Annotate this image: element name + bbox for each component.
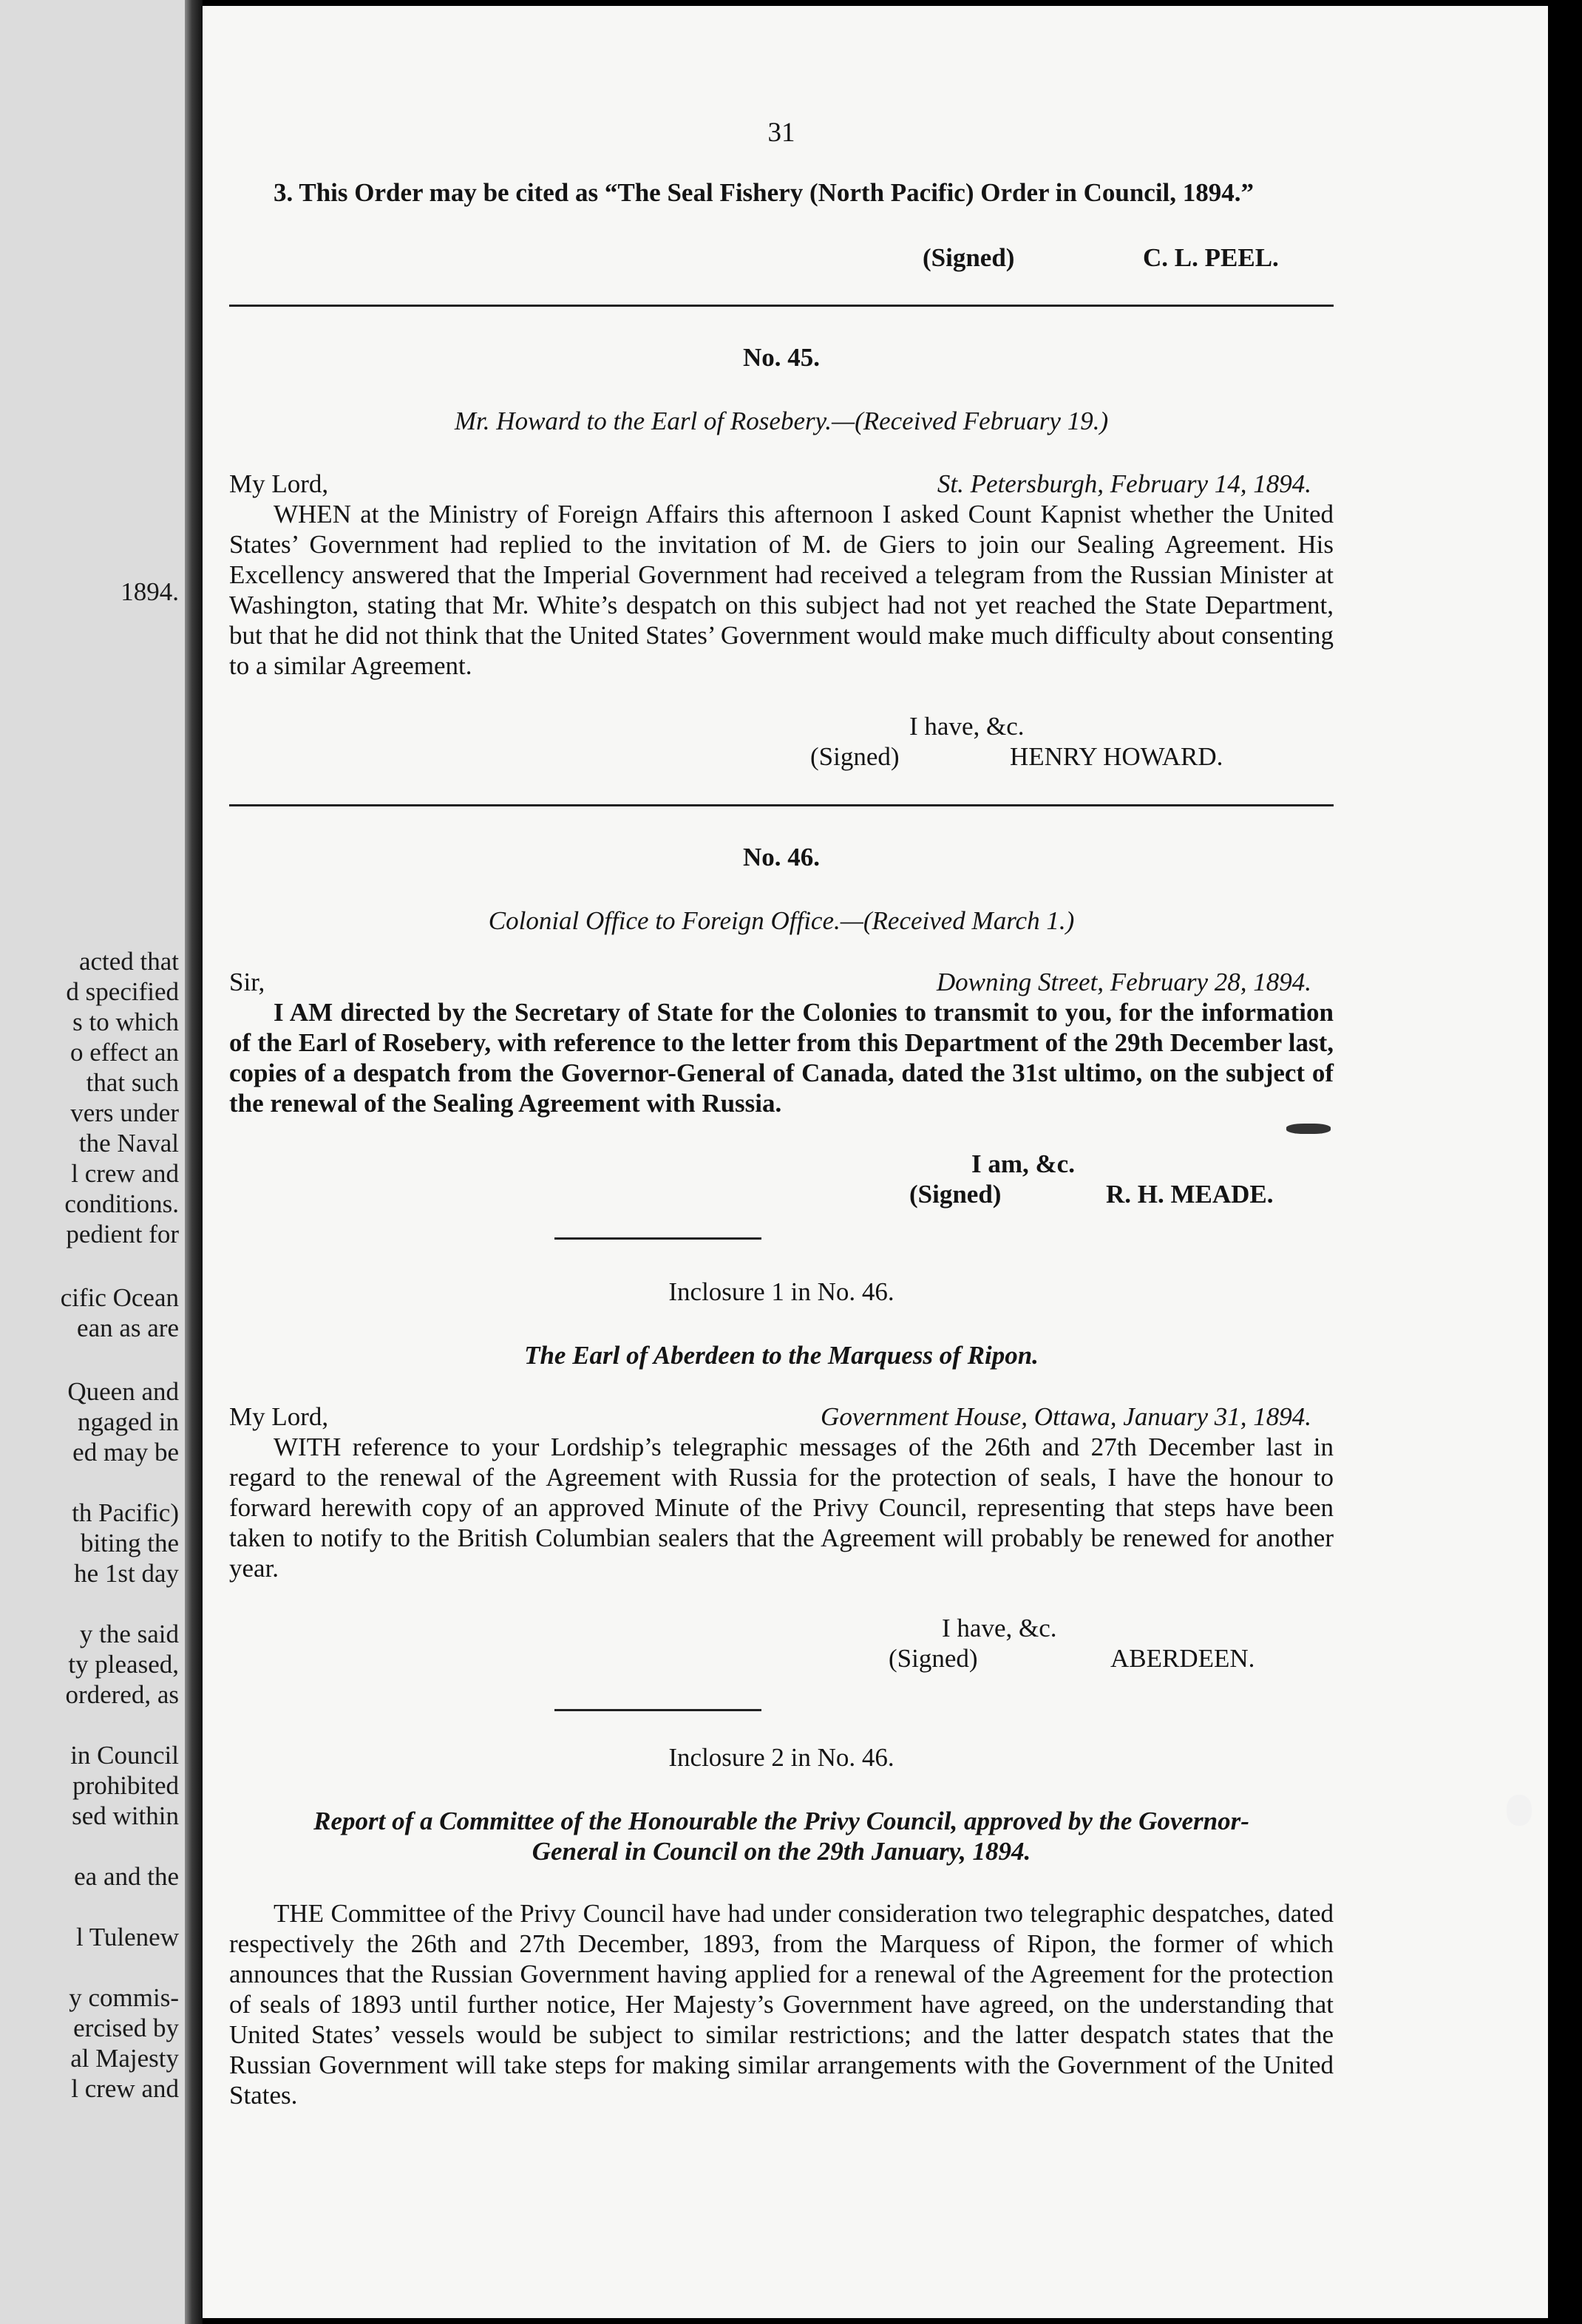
facing-page-line: sed within (72, 1801, 179, 1830)
facing-page-line: conditions. (64, 1189, 179, 1218)
body-text: WHEN at the Ministry of Foreign Affairs this afternoon I asked Count Kapnist whether the United States’ Government had replied to the invitation of M. de Giers to join our Sealing Agreement. His Excellency answered that the Imperial Government had received a telegram from the Russian Minister at Washington, stating that Mr. White’s despatch on this subject had not yet reached the State Department, but that he did not think that the United States’ Government would make much difficulty about consenting to a similar Agreement. (229, 500, 1334, 680)
facing-page-line: ean as are (77, 1314, 179, 1342)
facing-page-line: in Council (70, 1741, 179, 1770)
section-divider (554, 1237, 761, 1240)
inclosure2-subtitle-line1: Report of a Committee of the Honourable the Privy Council, approved by the Governor- (313, 1807, 1249, 1835)
salutation: My Lord, (229, 1402, 329, 1431)
document-heading-no46: No. 46. (742, 843, 821, 872)
facing-page-line: cific Ocean (60, 1283, 179, 1312)
scan-artifact (1286, 1124, 1331, 1134)
body-text: WITH reference to your Lordship’s telegraphic messages of the 26th and 27th December last in regard to the renewal of the Agreement with Russia for the protection of seals, I have the honour to forward herewith copy of an approved Minute of the Privy Council, representing that steps have been taken to notify to the British Columbian sealers that the Agreement will probably be renewed for another year. (229, 1433, 1334, 1583)
place-date: Downing Street, February 28, 1894. (936, 968, 1311, 996)
facing-page-line: that such (86, 1068, 179, 1097)
facing-page-line: ty pleased, (68, 1650, 179, 1679)
report-body-inclosure2 (229, 1898, 1334, 2110)
facing-page-line: 1894. (120, 577, 179, 606)
document-page (203, 6, 1548, 2318)
letter-body-no46 (229, 997, 1334, 1118)
facing-page-line: ea and the (74, 1862, 179, 1891)
facing-page-line: he 1st day (74, 1559, 179, 1588)
signer-name: C. L. PEEL. (1143, 243, 1279, 272)
facing-page-line: the Naval (78, 1129, 179, 1158)
closing-text: I am, &c. (971, 1149, 1075, 1178)
signed-label: (Signed) (923, 243, 1015, 272)
body-text: THE Committee of the Privy Council have had under consideration two telegraphic despatches, dated respectively the 26th and 27th December, 1893, from the Marquess of Ripon, the former of which announces that the Russian Government having applied for a renewal of the Agreement for the protection of seals of 1893 until further notice, Her Majesty’s Government have agreed, on the understanding that United States’ vessels would be subject to similar restrictions; and the latter despatch states that the Russian Government will take steps for making similar arrangements with the Government of the United States. (229, 1899, 1334, 2110)
facing-page-line: y commis- (69, 1983, 179, 2012)
page-number: 31 (767, 118, 795, 148)
inclosure2-subtitle-line2: General in Council on the 29th January, 1894. (532, 1837, 1031, 1866)
facing-page-line: l crew and (71, 1159, 179, 1188)
body-text: I AM directed by the Secretary of State for the Colonies to transmit to you, for the information of the Earl of Rosebery, with reference to the letter from this Department of the 29th December last, copies of a despatch from the Governor-General of Canada, dated the 31st ultimo, on the subject of the renewal of the Sealing Agreement with Russia. (229, 998, 1334, 1118)
facing-page-fragment (0, 0, 185, 2324)
facing-page-line: ngaged in (77, 1407, 179, 1436)
closing-text: I have, &c. (909, 712, 1025, 741)
facing-page-line: pedient for (66, 1220, 179, 1248)
inclosure2-heading: Inclosure 2 in No. 46. (668, 1743, 894, 1772)
place-date: Government House, Ottawa, January 31, 1894. (821, 1402, 1311, 1431)
signer-name: ABERDEEN. (1110, 1644, 1255, 1673)
facing-page-line: th Pacific) (72, 1498, 179, 1527)
book-gutter (185, 0, 203, 2324)
facing-page-line: o effect an (69, 1038, 179, 1067)
facing-page-line: vers under (70, 1098, 179, 1127)
document-subtitle-no45: Mr. Howard to the Earl of Rosebery.—(Received February 19.) (454, 407, 1109, 435)
facing-page-line: prohibited (72, 1771, 179, 1800)
salutation: My Lord, (229, 469, 329, 498)
facing-page-line: biting the (80, 1529, 179, 1557)
order-citation-text: 3. This Order may be cited as “The Seal Fishery (North Pacific) Order in Council, 1894.” (274, 178, 1255, 207)
document-heading-no45: No. 45. (742, 343, 821, 372)
letter-body-inclosure1 (229, 1432, 1334, 1583)
facing-page-line: ordered, as (65, 1680, 179, 1709)
facing-page-line: ercised by (73, 2014, 179, 2042)
letter-body-no45 (229, 499, 1334, 681)
facing-page-line: s to which (72, 1008, 179, 1036)
facing-page-line: l Tulenew (75, 1923, 179, 1951)
signed-label: (Signed) (810, 742, 900, 771)
signer-name: HENRY HOWARD. (1010, 742, 1223, 771)
section-divider (229, 804, 1334, 806)
inclosure1-heading: Inclosure 1 in No. 46. (668, 1277, 894, 1306)
salutation: Sir, (229, 968, 265, 996)
facing-page-line: acted that (78, 947, 179, 976)
signed-label: (Signed) (909, 1180, 1002, 1209)
facing-page-line: l crew and (71, 2074, 179, 2103)
facing-page-line: d specified (66, 977, 179, 1006)
section-divider (554, 1709, 761, 1711)
order-citation-paragraph (229, 177, 1334, 208)
facing-page-line: y the said (79, 1620, 179, 1648)
place-date: St. Petersburgh, February 14, 1894. (937, 469, 1311, 498)
signer-name: R. H. MEADE. (1106, 1180, 1274, 1209)
section-divider (229, 305, 1334, 307)
closing-text: I have, &c. (942, 1614, 1057, 1642)
facing-page-line: ed may be (72, 1438, 179, 1467)
inclosure1-subtitle: The Earl of Aberdeen to the Marquess of Ripon. (524, 1341, 1039, 1370)
scan-artifact (1507, 1795, 1532, 1826)
signed-label: (Signed) (889, 1644, 978, 1673)
facing-page-line: al Majesty (70, 2044, 179, 2073)
facing-page-line: Queen and (67, 1377, 179, 1406)
document-subtitle-no46: Colonial Office to Foreign Office.—(Received March 1.) (488, 906, 1075, 935)
